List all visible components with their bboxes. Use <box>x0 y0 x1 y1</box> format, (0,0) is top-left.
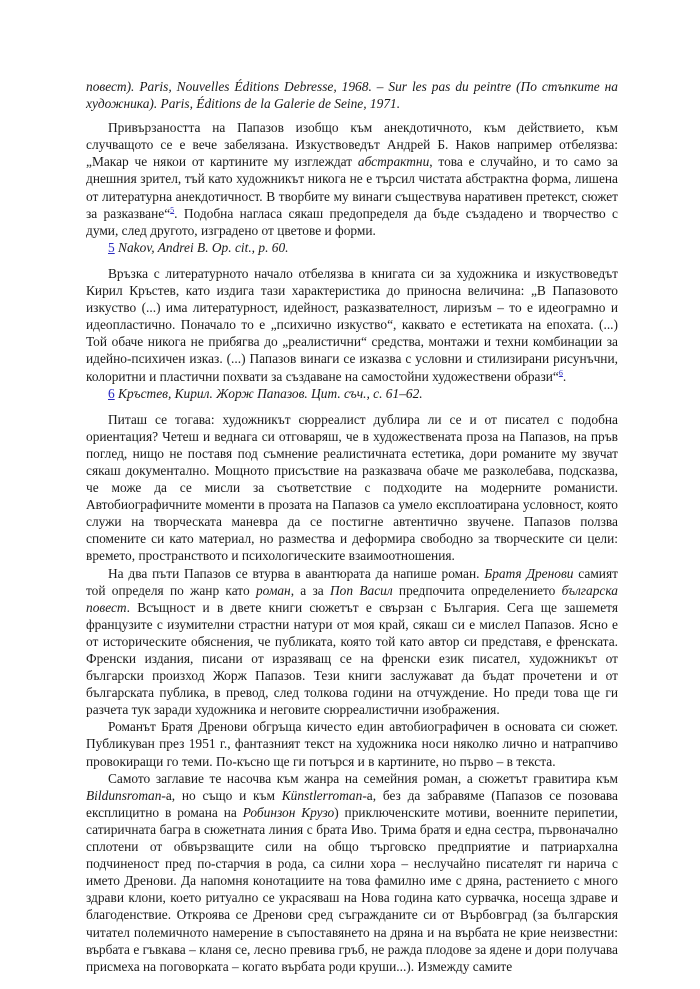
genre-kunstlerroman: Künstlerroman <box>281 787 363 803</box>
paragraph-1-text-c: , това е случайно, и то само за днешния зрител, тъй като художникът никога не е търсил чистата абстрактна форма, лишена от литературна анекдотичност. В творбите му винаги съществува наративен претекст, сюжет за разказване“ <box>86 154 618 221</box>
paragraph-1 <box>86 119 618 239</box>
intro-citation-text: повест). Paris, Nouvelles Éditions Debresse, 1968. – Sur les pas du peintre (По стъпките на художника). Paris, Éditions de la Galerie de Seine, 1971. <box>86 79 618 112</box>
genre-bulgarian-novella: българска повест <box>86 582 618 615</box>
paragraph-6-text-e: -а, без да забравяме (Папазов се позовава експлицитно в романа на <box>86 787 618 820</box>
footnote-6 <box>86 385 618 402</box>
paragraph-2-text-a: Връзка с литературното начало отбелязва в книгата си за художника и изкуствоведът Кирил Кръстев, като издига тази характеристика до приносна величина: „В Папазовото изкуство (...) има литературност, идейност, разказвателност, лиризъм – то е идеограмно и идеопластично. Поначало то е „психично изкуство“, каквато е естетиката на епохата. (...) Той обаче никога не прибягва до „реалистични“ средства, монтажи и техни комбинации за идейно-психичен изказ. (...) Папазов винаги се изказва с условни и стилизирани рисунъчни, колоритни и пластични похвати за създаване на самостойни художествени образи“ <box>86 265 618 384</box>
paragraph-6-text-g: ) приключенските мотиви, военните перипетии, сатиричната багра в сюжетната линия с брата Иво. Трима братя и една сестра, първоначално сплотени от обвързващите сили на общо търговско предприятие и патриархална подчиненост пред по-старчия в рода, са силни хора – неслучайно писателят ги нарича с името Дренови. Да напомня конотациите на това фамилно име с дряна, растението с много здрави клони, което ритуално се украсяваш на Нова година като сурвачка, носеща здраве и благоденствие. Откроява се Дренови сред съгражданите си от Върбовград (за българския читател полемичното намерение в съпоставянето на дряна и на върбата не крие неизвестни: върбата е гъвкава – кланя се, лесно превива гръб, не ражда плодове за ядене и дори получава присмеха на поговорката – когато върбата роди круши...). Измежду самите <box>86 804 618 974</box>
footnote-ref-6-link[interactable]: 6 <box>558 368 563 378</box>
footnote-6-text: Кръстев, Кирил. Жорж Папазов. Цит. съч., с. 61–62. <box>114 385 423 401</box>
document-page <box>86 78 618 975</box>
novel-title-pop-vasil: Поп Васил <box>330 582 393 598</box>
paragraph-2-text-b: . <box>562 368 567 384</box>
paragraph-1-text-d: . Подобна нагласа сякаш предопределя да бъде създадено и творчество с думи, след другото, изградено от цветове и форми. <box>86 205 619 238</box>
abstract-term: абстрактни <box>357 154 430 170</box>
footnote-6-number[interactable]: 6 <box>108 385 115 401</box>
paragraph-4 <box>86 565 618 719</box>
footnote-5-text: Nakov, Andrei B. Op. cit., p. 60. <box>114 239 289 255</box>
paragraph-6-text-a: Самото заглавие те насочва към жанра на семейния роман, а сюжетът гравитира към <box>108 770 618 786</box>
paragraph-5: Романът Братя Дренови обгръща кичесто един автобиографичен в основата си сюжет. Публикуван през 1951 г., фантазният текст на художника носи няколко лично и натрапчиво провокиращи го теми. По-късно ще ги потърся и в картините, но първо – в текста. <box>86 719 618 769</box>
paragraph-4-text-a: На два пъти Папазов се втурва в авантюрата да напише роман. <box>108 565 485 581</box>
paragraph-2 <box>86 265 618 385</box>
intro-citation <box>86 78 618 112</box>
book-title-robinson-crusoe: Робинзон Крузо <box>242 804 335 820</box>
paragraph-6 <box>86 770 618 975</box>
paragraph-4-text-g: предпочита определението <box>392 582 562 598</box>
paragraph-1-text-a: Привързаността на Папазов изобщо към анекдотичното, към действието, към случващото се е вече забелязана. Изкуствоведът Андрей Б. Наков например отбелязва: „Макар че някои от картините му изглеждат <box>86 120 618 170</box>
footnote-5-number[interactable]: 5 <box>108 239 115 255</box>
paragraph-4-text-e: , а за <box>290 582 330 598</box>
genre-novel: роман <box>255 582 291 598</box>
novel-title-brothers-drenovi: Братя Дренови <box>484 565 574 581</box>
genre-bildungsroman: Bildunsroman <box>86 787 162 803</box>
paragraph-6-text-c: -а, но също и към <box>161 787 282 803</box>
paragraph-3: Питаш се тогава: художникът сюрреалист дублира ли се и от писател с подобна ориентация? Четеш и веднага си отговаряш, че в художествената проза на Папазов, на пръв поглед, нищо не поставя под съмнение реалистичната естетика, дори романите му звучат сякаш документално. Мощното присъствие на разказвача обаче ме разколебава, подсказва, че може да се мисли за съответствие с подходите на модерните романисти. Автобиографичните моменти в прозата на Папазов са умело експлоатирана условност, която служи на творческата маневра да се постигне автентично звучене. Папазов ползва спомените си като материал, но размества и деформира свободно за творческите си цели: времето, пространството и психологическите взаимоотношения. <box>86 411 618 564</box>
footnote-ref-5-link[interactable]: 5 <box>170 205 175 215</box>
paragraph-4-text-c: самият той определя по жанр като <box>86 565 618 598</box>
paragraph-4-text-i: . Всъщност и в двете книги сюжетът е свързан с България. Сега ще зашеметя французите с изумителни страстни натури от моя край, сякаш си е мислел Папазов. Ясно е от историческите обяснения, че публиката, която той като автор си представя, е френската. Френски издания, писани от изразяващ се на френски език писател, художникът от български произход Жорж Папазов. Тези книги заслужават да бъдат прочетени и от българската публика, в превод, след толкова години на отчуждение. Но преди това ще ги разчета тук заради художника и неговите сюрреалистични изображения. <box>86 599 618 718</box>
footnote-5 <box>86 239 618 256</box>
